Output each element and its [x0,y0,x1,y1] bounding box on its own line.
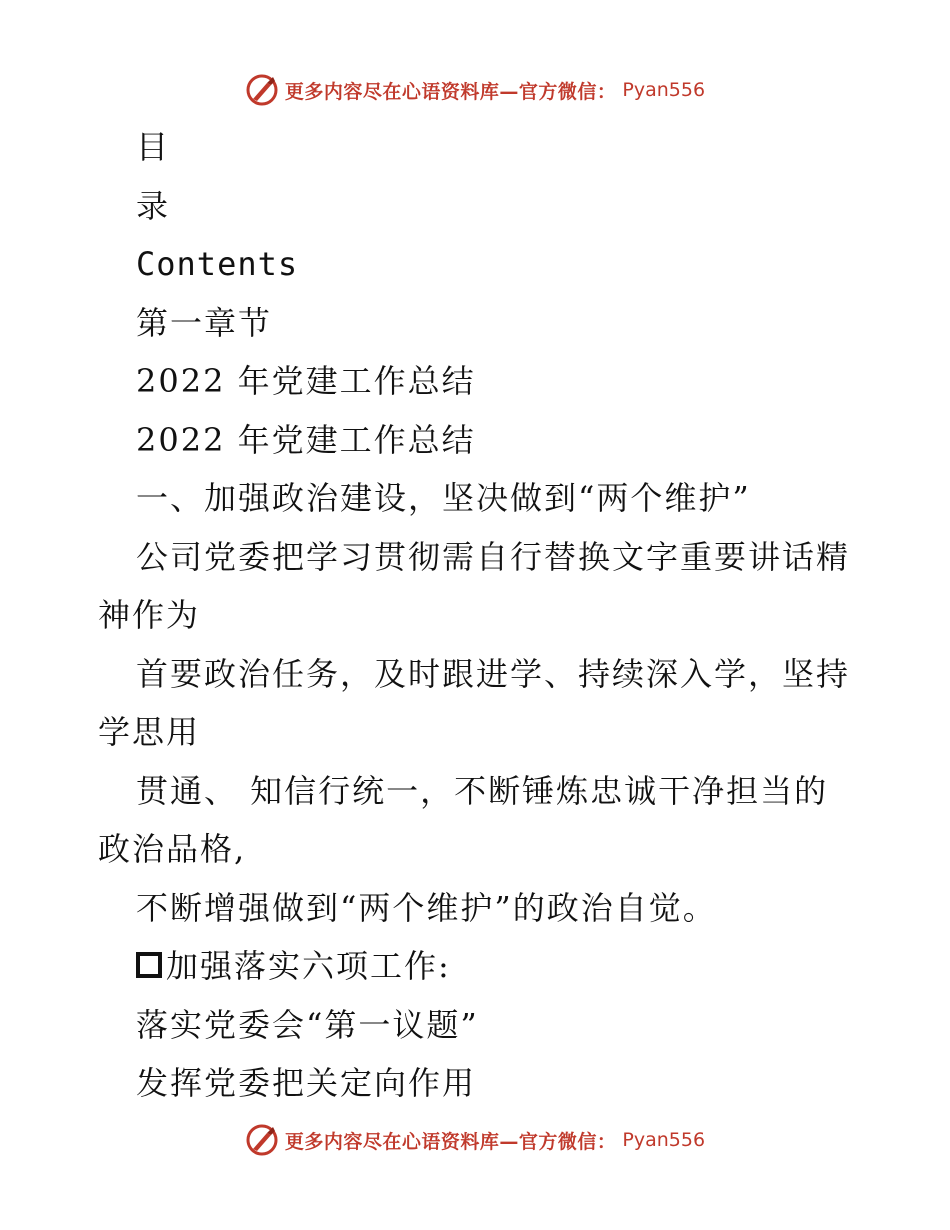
watermark-text: 更多内容尽在心语资料库—官方微信： [284,1130,617,1153]
quill-pen-logo-icon [245,1123,279,1157]
watermark-account: Pyan556 [622,79,706,101]
checklist-heading [98,937,858,996]
checkbox-icon [136,952,162,978]
paragraph-line: 不断增强做到“两个维护”的政治自觉。 [136,888,717,927]
paragraph-line: 神作为 [98,596,201,634]
paragraph-line: 政治品格, [98,830,247,868]
quill-pen-logo-icon [245,73,279,107]
header-watermark [0,70,950,110]
list-item: 落实党委会“第一议题” [136,1005,479,1044]
paragraph-line: 学思用 [98,713,201,751]
toc-title-char-1: 目 [136,128,171,166]
watermark-account: Pyan556 [622,1129,706,1151]
section-heading: 一、加强政治建设，坚决做到“两个维护” [136,479,751,517]
contents-heading: Contents [136,245,299,283]
watermark-text: 更多内容尽在心语资料库—官方微信： [284,80,617,103]
checklist-heading-text: 加强落实六项工作: [166,947,451,985]
list-item: 发挥党委把关定向作用 [136,1064,477,1102]
toc-title-char-2: 录 [136,186,171,225]
document-body [98,118,858,1113]
paragraph-line: 首要政治任务，及时跟进学、持续深入学，坚持 [136,654,851,693]
summary-title-repeat: 2022 年党建工作总结 [136,420,476,459]
footer-watermark [0,1120,950,1160]
chapter-heading: 第一章节 [136,303,273,342]
paragraph-line: 贯通、 知信行统一，不断锤炼忠诚干净担当的 [136,771,829,810]
paragraph-line: 公司党委把学习贯彻需自行替换文字重要讲话精 [136,537,851,576]
summary-title: 2022 年党建工作总结 [136,362,476,400]
